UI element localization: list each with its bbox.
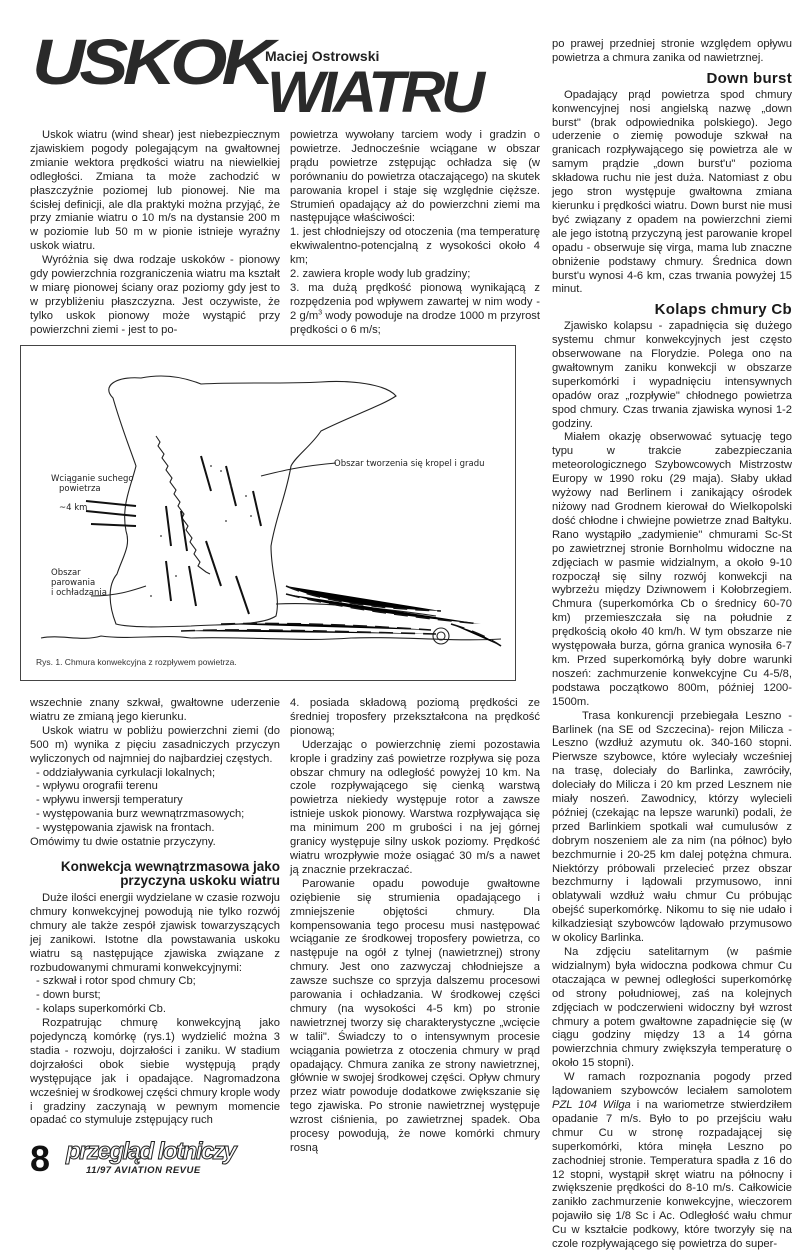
paragraph: Zjawisko kolapsu - zapadnięcia się dużego systemu chmur konwekcyjnych jest często obserwowane na Florydzie. Polega ono na gwałtownym zaniku konwekcji w obszarze superkomórki i wypadnięciu intensywnych opadów oraz „rozpływie" chłodnego powietrza spod chmury. Czas trwania zjawiska wynosi 1-2 godziny. [552, 320, 792, 430]
phenomenon-item: - kolaps superkomórki Cb. [36, 1003, 166, 1016]
phenomenon-item: - szkwał i rotor spod chmury Cb; [36, 975, 196, 988]
paragraph: wszechnie znany szkwał, gwałtowne uderzenie wiatru ze zmianą jego kierunku. [30, 697, 280, 723]
cloud-outline [109, 376, 396, 627]
paragraph: Uderzając o powierzchnię ziemi pozostawia krople i gradziny zaś powietrze rozpływa się poza obszar chmury na odległość powyżej 10 km. Na czole rozpływającego się cienką warstwą powietrza niekiedy występuje rotor a zawsze istnieje uskok pionowy. Warstwa rozpływająca się ma minimum 200 m grubości i na jej górnej granicy występuje silny uskok poziomy. Prędkość wiatru wrozpływie może osiągać 30 m/s a nawet ją znacznie przekraczać. [290, 738, 540, 876]
cause-item: - wpływu inwersji temperatury [36, 794, 183, 807]
figure-convective-cloud [20, 345, 516, 681]
article-title-line1: USKOK [32, 26, 270, 98]
paragraph: Na zdjęciu satelitarnym (w paśmie widzialnym) była widoczna podkowa chmur Cu otaczająca w pewnej odległości superkomórkę od strony południowej, zaś na kolejnych zdjęciach w podczerwieni widoczny był wzrost chmury a potem gwałtowne zapadnięcie się (w ciągu godziny między 13 a 14 górna powierzchnia chmury zwiększyła temperaturę o około 15 stopni). [552, 946, 792, 1070]
label-drops-hail-area: Obszar tworzenia się kropel i gradu [334, 459, 485, 469]
label-dry-air: Wciąganie suchego powietrza [51, 474, 134, 494]
column-2-bottom [290, 697, 540, 1156]
paragraph: Duże ilości energii wydzielane w czasie rozwoju chmury konwekcyjnej powodują nie tylko rozwój chmury ale także zespół zjawisk towarzyszących jej zanikowi. Istotne dla powstawania uskoku wiatru są następujące zjawiska związane z rozbudowanymi chmurami konwekcyjnymi: [30, 891, 280, 974]
label-evaporation-area: Obszar parowania i ochładzania [51, 568, 107, 598]
figure-caption: Rys. 1. Chmura konwekcyjna z rozpływem powietrza. [36, 657, 237, 667]
paragraph: Wyróżnia się dwa rodzaje uskoków - pionowy gdy powierzchnia rozgraniczenia wiatru ma kształt w miarę pionowej ściany oraz poziomy gdy jest to w przybliżeniu płaszczyzna. Jest oczywiste, że tylko uskok pionowy może wystąpić przy powierzchni ziemi - jest to po- [30, 254, 280, 336]
column-3 [552, 38, 792, 1252]
article-title-line2: WIATRU [267, 60, 481, 125]
property-item: 3. ma dużą prędkość pionową wynikającą z rozpędzenia pod wpływem zawartej w nim wody - 2 $g/m^3$ wody powoduje na drodze 1000 m przyrost prędkości o 6 m/s; [290, 281, 540, 336]
paragraph: Uskok wiatru w pobliżu powierzchni ziemi (do 500 m) wynika z pięciu zasadniczych przyczyn wyliczonych od najmniej do najbardziej częstych. [30, 724, 280, 765]
paragraph: Rozpatrując chmurę konwekcyjną jako pojedynczą komórkę (rys.1) wydzielić można 3 stadia - rozwoju, dojrzałości i zaniku. W stadium dojrzałości obok siebie występują prądy występujące jak i opadające. Nagromadzona wcześniej w środkowej części chmury krople wody i gradziny zaczynają w pewnym momencie opadać co stymuluje zstępujący ruch [30, 1017, 280, 1127]
paragraph: powietrza wywołany tarciem wody i gradzin o powietrze. Jednocześnie wciągane w obszar prądu powietrze zstępując ochładza się (w porównaniu do powietrza otaczającego) na skutek parowania kropel i staje się względnie cięższe. Strumień opadający aż do powierzchni ziemi ma następujące właściwości: [290, 129, 540, 225]
cause-item: - wpływu orografii terenu [36, 780, 158, 793]
column-2-top [290, 129, 540, 338]
article-author: Maciej Ostrowski [265, 48, 380, 64]
column-1-bottom [30, 697, 280, 1128]
page-number: 8 [30, 1138, 51, 1179]
phenomenon-item: - down burst; [36, 989, 101, 1002]
paragraph: Trasa konkurencji przebiegała Leszno - Barlinek (na SE od Szczecina)- rejon Milicza - Leszno (wzdłuż azymutu ok. 340-160 stopni. Pierwsze szybowce, które wyleciały wcześniej na trasę, doleciały do Barlinka, zawróciły, doleciały do Milicza i 20 km przed Lesznem nie miały noszeń. Zawodnicy, którzy wylecieli później (czekając na lepsze warunki) podali, że przed Barlinkiem spotkali wał cumulusów z dobrym noszeniem ale za nim (na północ) było bezchmurnie i 20-25 km dalej potężna chmura. Niektórzy próbowali przelecieć przez obszar bezchmurny i lądowali przymusowo, inni oblatywali wzdłuż wału chmur Cu próbując obejść superkomórkę. Nikomu to się nie udało i kilkadziesiąt szybowców lądowało przymusowo w okolicy Barlinka. [552, 709, 792, 945]
magazine-logo: przegląd lotniczy [66, 1138, 236, 1165]
property-item: 2. zawiera krople wody lub gradziny; [290, 268, 471, 281]
cause-item: - występowania zjawisk na frontach. [36, 822, 215, 835]
paragraph: W ramach rozpoznania pogody przed lądowaniem szybowców leciałem samolotem PZL 104 Wilga i na wariometrze stwierdziłem opadanie 7 m/s. Było to po przejściu wału chmur Cu w stronę rozpadającej się superkomórki, która minęła Leszno po zachodniej stronie. Temperatura spadła z 16 do 12 stopni, wystąpił skręt wiatru na północny i zwiększenie prędkości do 8-10 m/s. Całkowicie zanikło zachmurzenie konwekcyjne, wieczorem pojawiło się 1/8 Sc i Ac. Odległość wału chmur Cu w kształcie podkowy, które tworzyły się na czole rozpływającego się powietrza do super- [552, 1071, 792, 1251]
rotor [433, 628, 449, 644]
section-heading-convection: Konwekcja wewnątrzmasowa jako przyczyna uskoku wiatru [60, 858, 280, 888]
ground-line [41, 636, 501, 640]
issue-label: 11/97 AVIATION REVUE [86, 1165, 201, 1176]
paragraph: Parowanie opadu powoduje gwałtowne oziębienie się strumienia opadającego i zmniejszenie objętości chmury. Dla kompensowania tego procesu musi następować wciąganie ze środkowej troposfery powietrza, co następuje na ogół z tylnej (nawietrznej) strony chmury. Jest ono zazwyczaj chłodniejsze a zawsze suchsze co sprzyja dalszemu procesowi parowania i ochładzania. W środkowej części chmury (na wysokości 4-5 km) po stronie nawietrznej tworzy się charakterystyczne „wcięcie w talii". Świadczy to o intensywnym procesie wciągania powietrza z otoczenia chmury w prąd opadający. Chmura zanika ze strony nawietrznej, głównie w swojej środkowej części. Opływ chmury przez wiatr powoduje dodatkowe zwiększanie się tego zjawiska. Po stronie nawietrznej występuje wzrost ciśnienia, po zawietrznej spadek. Oba procesy powodują, że nowe komórki chmury rosną [290, 877, 540, 1154]
property-item: 1. jest chłodniejszy od otoczenia (ma temperaturę ekwiwalentno-potencjalną z wysokości około 4 km; [290, 226, 540, 267]
paragraph: Miałem okazję obserwować sytuację tego typu w trakcie zabezpieczania meteorologicznego Szybowcowych Mistrzostw Europy w 1990 roku (29 maja). Słaby układ wyżowy nad Berlinem i zanikający ośrodek niżowy nad Grodnem kierował do Wielkopolski dość chłodne i chwiejne powietrze znad Bałtyku. Rano wystąpiło „zadymienie" chmurami Sc-St po zawietrznej stronie Bornholmu widoczne na zdjęciach w pasmie widzialnym, a około 9-10 rozpoczął się silny rozwój konwekcji na wybrzeżu między Dziwnowem i Kołobrzegiem. Chmura (superkomórka Cb o średnicy 60-70 km) przemieszczała się na południe z prędkością około 40 km/h. W tym obszarze nie występowała burza, górna granica wynosiła 6-7 km. Przed superkomórką były dobre warunki noszeń: zachmurzenie konwekcyjne Cu 4-5/8, podstawa początkowo 800m, później 1200-1500m. [552, 431, 792, 708]
cloud-diagram [21, 346, 515, 680]
paragraph: po prawej przedniej stronie względem opływu powietrza a chmura zanika od nawietrznej. [552, 38, 792, 64]
label-height: ~4 km [59, 503, 88, 513]
cause-item: - występowania burz wewnątrzmasowych; [36, 808, 245, 821]
paragraph: Opadający prąd powietrza spod chmury konwencyjnej nosi angielską nazwę „down burst" (brak odpowiednika polskiego). Jego uderzenie o ziemię powoduje szkwał na granicach rozpływającego się powietrza ale w samym prądzie „down burst'u" pozioma składowa ruchu nie jest duża. Natomiast z obu jego stron występuje gwałtowna zmiana kierunku i prędkości wiatru. Down burst nie musi być związany z opadem na powierzchni ziemi ale jego istotną przyczyną jest parowanie kropel opadu - obserwuje się virga, mama lub znaczne obniżenie podstawy chmury. Średnica down burst'u wynosi 4-6 km, czas trwania powyżej 15 minut. [552, 88, 792, 296]
paragraph: Omówimy tu dwie ostatnie przyczyny. [30, 836, 216, 849]
property-item: 4. posiada składową poziomą prędkości ze średniej troposfery przekształcona na prędkość pionową; [290, 697, 540, 737]
column-1-top [30, 129, 280, 338]
section-heading-down-burst: Down burst [706, 69, 792, 87]
cause-item: - oddziaływania cyrkulacji lokalnych; [36, 766, 216, 779]
paragraph: Uskok wiatru (wind shear) jest niebezpiecznym zjawiskiem pogody polegającym na gwałtownej zmianie wektora prędkości wiatru na niewielkiej odległości. Zmiana ta może zachodzić w płaszczyźnie poziomej lub pionowej. Nie ma ścisłej definicji, ale dla praktyki można przyjąć, że przy zmianie wiatru o 10 m/s na dystansie 200 m w poziomie lub 50 m w pionie istnieje wyraźny uskok wiatru. [30, 129, 280, 253]
section-heading-cb-collapse: Kolaps chmury Cb [654, 301, 792, 319]
